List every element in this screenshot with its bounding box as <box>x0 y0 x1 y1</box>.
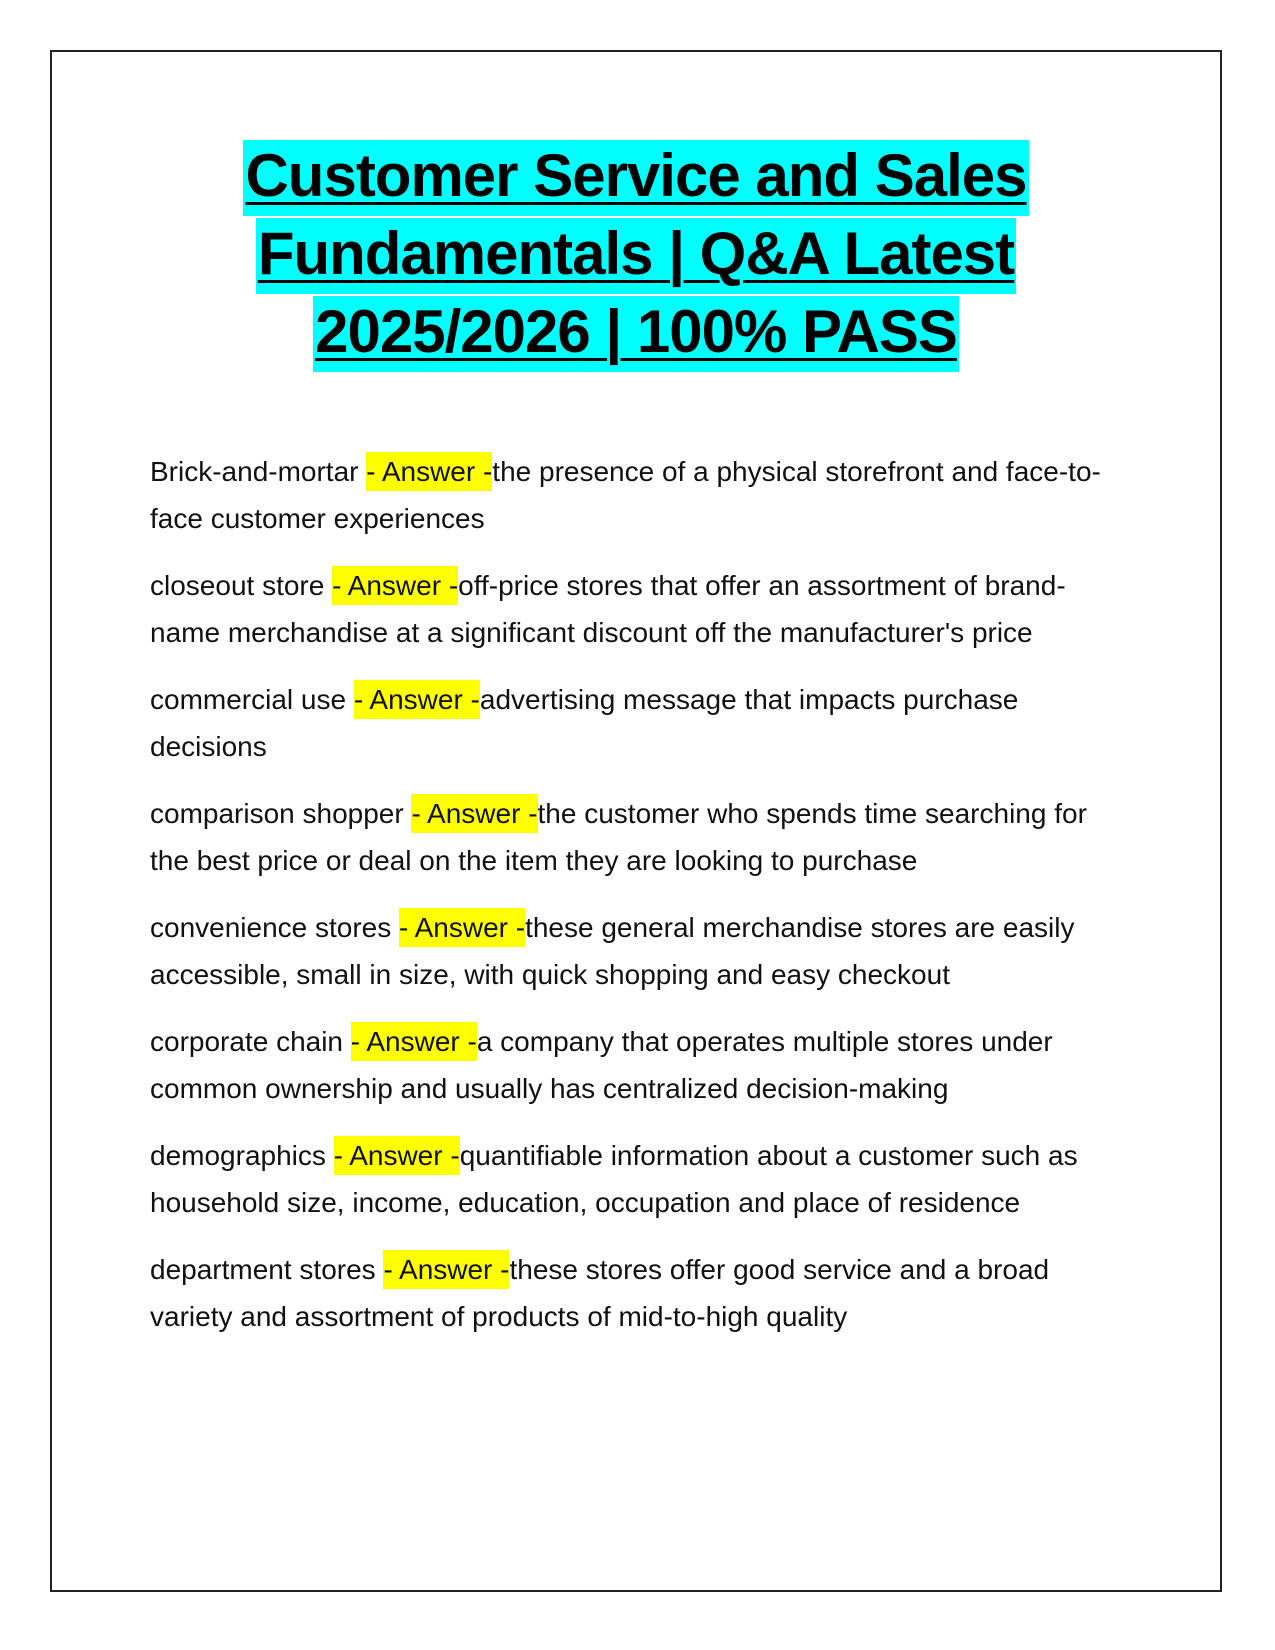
qa-entries <box>150 448 1130 1360</box>
entry-definition: these general merchandise stores are easily accessible, small in size, with quick shopping and easy checkout <box>150 912 1075 990</box>
title-line-1: Customer Service and Sales <box>243 140 1028 216</box>
answer-marker: - Answer - <box>399 908 525 947</box>
answer-marker: - Answer - <box>383 1250 509 1289</box>
qa-entry <box>150 790 1130 884</box>
entry-term: Brick-and-mortar <box>150 456 367 487</box>
qa-entry <box>150 1132 1130 1226</box>
answer-marker: - Answer - <box>334 1136 460 1175</box>
entry-term: closeout store <box>150 570 333 601</box>
qa-entry <box>150 562 1130 656</box>
entry-term: corporate chain <box>150 1026 351 1057</box>
entry-term: demographics <box>150 1140 334 1171</box>
entry-definition: advertising message that impacts purchase decisions <box>150 684 1019 762</box>
qa-entry <box>150 676 1130 770</box>
entry-definition: quantifiable information about a customer such as household size, income, education, occupation and place of residence <box>150 1140 1078 1218</box>
answer-marker: - Answer - <box>332 566 458 605</box>
entry-definition: the presence of a physical storefront and face-to-face customer experiences <box>150 456 1101 534</box>
entry-term: comparison shopper <box>150 798 412 829</box>
qa-entry <box>150 1246 1130 1340</box>
entry-definition: a company that operates multiple stores under common ownership and usually has centralized decision-making <box>150 1026 1053 1104</box>
qa-entry <box>150 904 1130 998</box>
entry-term: convenience stores <box>150 912 400 943</box>
answer-marker: - Answer - <box>411 794 537 833</box>
title-line-2: Fundamentals | Q&A Latest <box>256 218 1016 294</box>
answer-marker: - Answer - <box>366 452 492 491</box>
qa-entry <box>150 1018 1130 1112</box>
entry-definition: off-price stores that offer an assortment of brand-name merchandise at a significant discount off the manufacturer's price <box>150 570 1066 648</box>
answer-marker: - Answer - <box>354 680 480 719</box>
document-title <box>100 140 1172 374</box>
entry-term: department stores <box>150 1254 384 1285</box>
entry-definition: the customer who spends time searching for the best price or deal on the item they are looking to purchase <box>150 798 1087 876</box>
entry-term: commercial use <box>150 684 354 715</box>
answer-marker: - Answer - <box>351 1022 477 1061</box>
title-line-3: 2025/2026 | 100% PASS <box>313 296 959 372</box>
entry-definition: these stores offer good service and a broad variety and assortment of products of mid-to-high quality <box>150 1254 1050 1332</box>
qa-entry <box>150 448 1130 542</box>
